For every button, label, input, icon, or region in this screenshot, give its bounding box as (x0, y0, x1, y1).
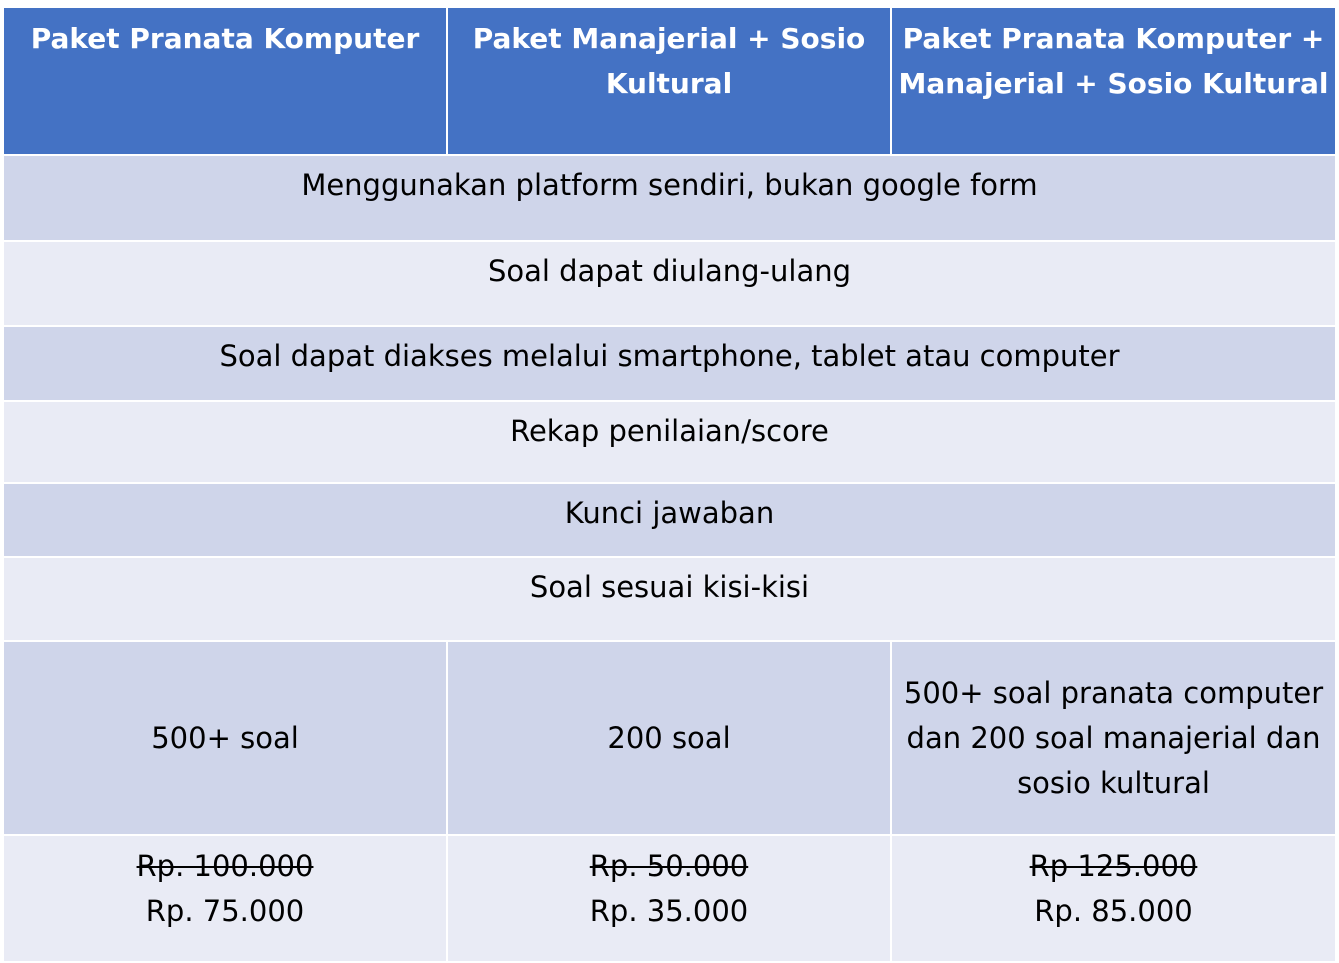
new-price: Rp. 75.000 (145, 894, 305, 928)
feature-row (3, 241, 1336, 326)
header-pranata-komputer: Paket Pranata Komputer (3, 7, 447, 155)
feature-row (3, 483, 1336, 557)
feature-row (3, 155, 1336, 241)
feature-row (3, 401, 1336, 483)
question-count-row (3, 641, 1336, 835)
price-combined (891, 835, 1336, 962)
questions-manajerial: 200 soal (447, 641, 891, 835)
questions-pranata-komputer: 500+ soal (3, 641, 447, 835)
feature-row (3, 326, 1336, 401)
feature-grid-aligned: Soal sesuai kisi-kisi (3, 557, 1336, 641)
feature-multi-device: Soal dapat diakses melalui smartphone, tablet atau computer (3, 326, 1336, 401)
header-combined-package: Paket Pranata Komputer + Manajerial + Sosio Kultural (891, 7, 1336, 155)
old-price: Rp. 50.000 (589, 849, 749, 883)
questions-combined: 500+ soal pranata computer dan 200 soal manajerial dan sosio kultural (891, 641, 1336, 835)
price-pranata-komputer (3, 835, 447, 962)
feature-own-platform: Menggunakan platform sendiri, bukan google form (3, 155, 1336, 241)
feature-score-recap: Rekap penilaian/score (3, 401, 1336, 483)
price-manajerial (447, 835, 891, 962)
pricing-table (2, 6, 1337, 963)
new-price: Rp. 85.000 (1034, 894, 1193, 928)
header-row (3, 7, 1336, 155)
price-row (3, 835, 1336, 962)
old-price: Rp. 100.000 (136, 849, 314, 883)
feature-answer-key: Kunci jawaban (3, 483, 1336, 557)
header-manajerial-sosio-kultural: Paket Manajerial + Sosio Kultural (447, 7, 891, 155)
feature-row (3, 557, 1336, 641)
new-price: Rp. 35.000 (589, 894, 749, 928)
old-price: Rp 125.000 (1029, 849, 1198, 883)
feature-repeatable: Soal dapat diulang-ulang (3, 241, 1336, 326)
